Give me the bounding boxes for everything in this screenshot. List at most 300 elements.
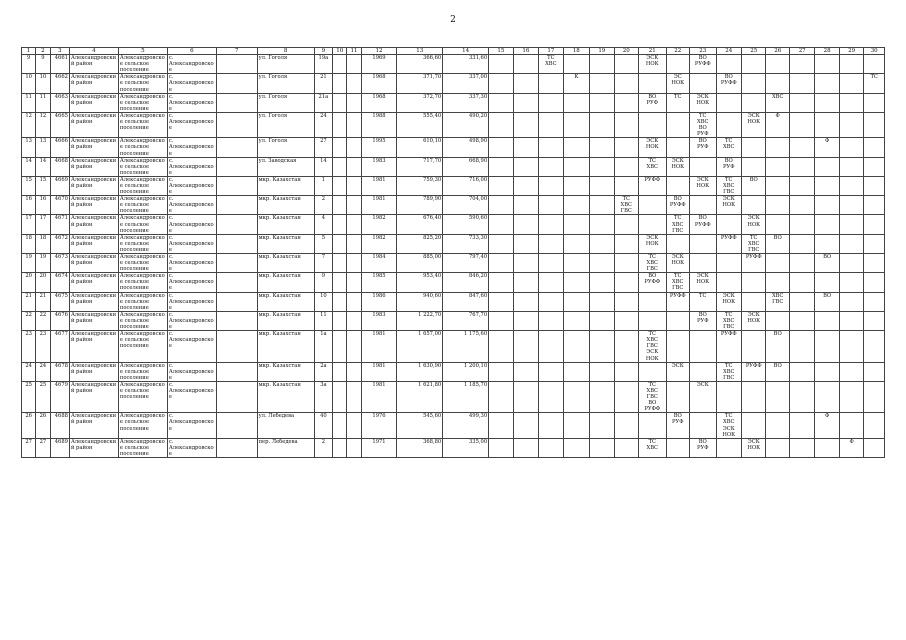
table-cell: [590, 215, 614, 234]
table-cell: [614, 438, 638, 457]
table-cell: 1 200,10: [443, 362, 489, 381]
table-cell: [513, 273, 539, 292]
table-cell: Ф: [815, 413, 839, 438]
table-cell: [789, 215, 815, 234]
table-cell: 4679: [50, 381, 69, 412]
table-cell: [513, 381, 539, 412]
table-cell: ТС ХВС ЭСК НОК: [716, 413, 742, 438]
table-cell: [864, 381, 885, 412]
table-cell: Александровское сельское поселение: [118, 273, 167, 292]
table-cell: Александровское сельское поселение: [118, 55, 167, 74]
table-cell: [815, 311, 839, 330]
table-cell: ВО: [815, 292, 839, 311]
table-cell: ВО РУФ: [690, 311, 717, 330]
table-row: [22, 381, 885, 412]
table-row: [22, 138, 885, 157]
table-cell: 1 175,60: [443, 331, 489, 362]
table-row: [22, 311, 885, 330]
table-cell: [815, 215, 839, 234]
table-cell: Александровский район: [69, 292, 118, 311]
table-cell: 885,00: [397, 254, 443, 273]
table-cell: [815, 273, 839, 292]
table-cell: [864, 292, 885, 311]
table-cell: 3а: [314, 381, 332, 412]
table-cell: [639, 196, 667, 215]
table-cell: ЭСК: [666, 362, 689, 381]
table-cell: 22: [36, 311, 50, 330]
table-cell: Александровский район: [69, 138, 118, 157]
table-cell: ТС ХВС ГВС: [639, 254, 667, 273]
table-cell: ВО РУФФ: [666, 196, 689, 215]
table-cell: 499,30: [443, 413, 489, 438]
header-cell: 17: [539, 48, 563, 55]
table-cell: [513, 196, 539, 215]
table-cell: ЭСК НОК: [639, 138, 667, 157]
header-cell: 9: [314, 48, 332, 55]
table-cell: [766, 273, 789, 292]
table-cell: [489, 157, 513, 176]
table-row: [22, 234, 885, 253]
table-cell: [839, 93, 863, 112]
table-cell: [839, 273, 863, 292]
table-cell: [563, 254, 590, 273]
table-cell: [789, 196, 815, 215]
table-row: [22, 254, 885, 273]
table-cell: [614, 55, 638, 74]
table-cell: [815, 234, 839, 253]
table-cell: 1а: [314, 331, 332, 362]
table-row: [22, 215, 885, 234]
table-cell: [216, 331, 257, 362]
table-cell: 9: [36, 55, 50, 74]
table-cell: мкр. Казахстан: [257, 331, 314, 362]
table-cell: 17: [22, 215, 36, 234]
table-cell: [614, 138, 638, 157]
table-cell: 21а: [314, 93, 332, 112]
table-cell: [539, 112, 563, 137]
table-cell: [216, 254, 257, 273]
table-cell: Александровский район: [69, 381, 118, 412]
table-cell: [347, 438, 361, 457]
header-cell: 23: [690, 48, 717, 55]
table-cell: с. Александровское: [167, 138, 216, 157]
table-cell: [489, 254, 513, 273]
table-cell: [590, 112, 614, 137]
table-cell: [347, 55, 361, 74]
table-cell: Александровский район: [69, 311, 118, 330]
table-cell: [839, 112, 863, 137]
table-cell: [614, 381, 638, 412]
table-cell: 1 657,00: [397, 331, 443, 362]
header-cell: 21: [639, 48, 667, 55]
table-cell: Александровское сельское поселение: [118, 381, 167, 412]
table-cell: Александровский район: [69, 234, 118, 253]
table-cell: с. Александровское: [167, 254, 216, 273]
table-cell: 846,20: [443, 273, 489, 292]
table-cell: 5: [314, 234, 332, 253]
table-cell: 716,00: [443, 176, 489, 195]
table-cell: [333, 381, 347, 412]
table-cell: с. Александровское: [167, 273, 216, 292]
table-cell: [539, 292, 563, 311]
table-cell: [742, 413, 766, 438]
table-cell: 1 621,80: [397, 381, 443, 412]
table-row: [22, 157, 885, 176]
table-cell: 371,70: [397, 74, 443, 93]
table-cell: ВО РУФФ: [690, 55, 717, 74]
table-cell: 1981: [361, 362, 397, 381]
table-cell: [864, 93, 885, 112]
table-cell: мкр. Казахстан: [257, 215, 314, 234]
table-cell: [742, 196, 766, 215]
table-cell: 14: [22, 157, 36, 176]
table-cell: [690, 157, 717, 176]
table-cell: [590, 93, 614, 112]
table-cell: [539, 196, 563, 215]
table-cell: ул. Лебедева: [257, 413, 314, 438]
table-cell: [216, 292, 257, 311]
table-cell: [539, 413, 563, 438]
table-cell: [563, 311, 590, 330]
table-row: [22, 362, 885, 381]
table-cell: [489, 112, 513, 137]
header-cell: 2: [36, 48, 50, 55]
table-cell: [539, 74, 563, 93]
table-cell: [666, 138, 689, 157]
table-cell: 23: [22, 331, 36, 362]
header-cell: 18: [563, 48, 590, 55]
table-cell: [839, 234, 863, 253]
header-cell: 26: [766, 48, 789, 55]
table-cell: [347, 254, 361, 273]
table-cell: [690, 413, 717, 438]
table-cell: Александровское сельское поселение: [118, 331, 167, 362]
table-cell: [742, 157, 766, 176]
table-cell: 1981: [361, 381, 397, 412]
table-cell: [789, 157, 815, 176]
table-cell: Александровский район: [69, 93, 118, 112]
table-cell: 1 630,90: [397, 362, 443, 381]
table-cell: [690, 331, 717, 362]
table-cell: 940,60: [397, 292, 443, 311]
table-cell: [333, 273, 347, 292]
table-cell: [489, 176, 513, 195]
table-cell: [347, 157, 361, 176]
table-cell: ЭСК НОК: [690, 176, 717, 195]
table-cell: 40: [314, 413, 332, 438]
table-cell: [815, 381, 839, 412]
table-cell: [789, 55, 815, 74]
table-cell: ВО РУФФ: [639, 273, 667, 292]
table-cell: [347, 112, 361, 137]
table-cell: [513, 438, 539, 457]
table-cell: 9: [22, 55, 36, 74]
table-cell: [716, 438, 742, 457]
table-cell: 1988: [361, 112, 397, 137]
table-cell: [539, 331, 563, 362]
table-cell: [347, 311, 361, 330]
table-cell: [864, 112, 885, 137]
table-cell: [639, 311, 667, 330]
table-row: [22, 55, 885, 74]
table-cell: [489, 362, 513, 381]
header-cell: 24: [716, 48, 742, 55]
table-cell: [347, 93, 361, 112]
table-cell: [347, 74, 361, 93]
table-cell: [539, 254, 563, 273]
header-cell: 6: [167, 48, 216, 55]
table-cell: [563, 176, 590, 195]
table-cell: [333, 112, 347, 137]
table-cell: 1968: [361, 74, 397, 93]
table-cell: [539, 381, 563, 412]
table-cell: РУФФ: [742, 362, 766, 381]
table-cell: [766, 381, 789, 412]
table-cell: [539, 234, 563, 253]
table-cell: с. Александровское: [167, 362, 216, 381]
table-row: [22, 112, 885, 137]
table-cell: РУФФ: [716, 331, 742, 362]
table-cell: [333, 157, 347, 176]
table-cell: 555,40: [397, 112, 443, 137]
table-cell: [539, 215, 563, 234]
header-cell: 13: [397, 48, 443, 55]
table-cell: 545,60: [397, 413, 443, 438]
table-cell: 4662: [50, 74, 69, 93]
table-cell: [563, 234, 590, 253]
table-cell: [590, 254, 614, 273]
table-cell: ТС ХВС ГВС ВО РУФФ: [639, 381, 667, 412]
table-cell: [333, 55, 347, 74]
header-cell: 12: [361, 48, 397, 55]
table-cell: 733,30: [443, 234, 489, 253]
table-cell: [590, 331, 614, 362]
table-cell: [839, 157, 863, 176]
table-cell: [766, 176, 789, 195]
table-cell: [690, 254, 717, 273]
header-cell: 28: [815, 48, 839, 55]
header-cell: 14: [443, 48, 489, 55]
table-cell: [789, 176, 815, 195]
table-cell: [864, 176, 885, 195]
table-cell: Александровское сельское поселение: [118, 215, 167, 234]
table-cell: [590, 413, 614, 438]
table-cell: [614, 74, 638, 93]
table-cell: ВО РУФ: [690, 138, 717, 157]
table-cell: [590, 74, 614, 93]
table-cell: 24: [314, 112, 332, 137]
table-cell: ЭСК НОК: [742, 311, 766, 330]
table-cell: [690, 362, 717, 381]
table-cell: пер. Лебедева: [257, 438, 314, 457]
table-cell: 26: [22, 413, 36, 438]
table-cell: ТС ХВС ГВС: [716, 362, 742, 381]
table-cell: [666, 112, 689, 137]
table-cell: 24: [22, 362, 36, 381]
table-cell: 1969: [361, 55, 397, 74]
table-cell: [864, 157, 885, 176]
table-cell: [563, 93, 590, 112]
table-cell: [864, 413, 885, 438]
table-cell: 4688: [50, 413, 69, 438]
table-cell: [216, 311, 257, 330]
table-cell: Александровское сельское поселение: [118, 112, 167, 137]
table-cell: [839, 413, 863, 438]
table-cell: [489, 196, 513, 215]
table-cell: с. Александровское: [167, 413, 216, 438]
table-cell: [614, 413, 638, 438]
table-cell: ВО РУФ: [666, 413, 689, 438]
table-cell: Александровское сельское поселение: [118, 292, 167, 311]
table-cell: [489, 273, 513, 292]
table-cell: [864, 438, 885, 457]
table-cell: [563, 413, 590, 438]
table-cell: [489, 311, 513, 330]
table-row: [22, 331, 885, 362]
header-cell: 8: [257, 48, 314, 55]
table-cell: [815, 176, 839, 195]
table-cell: [590, 438, 614, 457]
table-row: [22, 413, 885, 438]
table-cell: 25: [22, 381, 36, 412]
table-cell: [513, 215, 539, 234]
table-cell: 331,60: [443, 55, 489, 74]
table-cell: [666, 381, 689, 412]
table-cell: с. Александровское: [167, 331, 216, 362]
table-cell: [347, 234, 361, 253]
table-cell: [563, 55, 590, 74]
table-cell: ВО РУФФ: [716, 74, 742, 93]
table-cell: [216, 362, 257, 381]
table-cell: 1983: [361, 311, 397, 330]
table-cell: [216, 234, 257, 253]
table-cell: [789, 93, 815, 112]
header-cell: 19: [590, 48, 614, 55]
table-cell: 19: [22, 254, 36, 273]
header-cell: 1: [22, 48, 36, 55]
table-cell: 4674: [50, 273, 69, 292]
table-cell: [614, 292, 638, 311]
table-cell: 2: [314, 196, 332, 215]
table-cell: [513, 331, 539, 362]
table-cell: [563, 112, 590, 137]
table-cell: 4663: [50, 93, 69, 112]
table-cell: Александровский район: [69, 112, 118, 137]
table-cell: 24: [36, 362, 50, 381]
table-cell: [563, 438, 590, 457]
page-number: 2: [450, 15, 456, 25]
table-cell: Александровский район: [69, 413, 118, 438]
table-cell: [716, 55, 742, 74]
table-cell: 759,30: [397, 176, 443, 195]
table-cell: [766, 157, 789, 176]
table-cell: [864, 273, 885, 292]
table-cell: 16: [36, 196, 50, 215]
table-cell: [563, 215, 590, 234]
table-cell: [864, 55, 885, 74]
table-cell: Александровский район: [69, 176, 118, 195]
table-cell: мкр. Казахстан: [257, 311, 314, 330]
table-cell: [864, 138, 885, 157]
table-cell: [614, 331, 638, 362]
table-cell: [489, 413, 513, 438]
table-cell: Александровское сельское поселение: [118, 438, 167, 457]
table-cell: ТС ХВС ГВС: [716, 176, 742, 195]
table-cell: [666, 55, 689, 74]
table-cell: 4665: [50, 112, 69, 137]
table-cell: с. Александровское: [167, 292, 216, 311]
table-cell: [864, 196, 885, 215]
table-cell: [614, 362, 638, 381]
table-cell: РУФФ: [742, 254, 766, 273]
table-cell: ул. Гоголя: [257, 138, 314, 157]
table-cell: 16: [22, 196, 36, 215]
table-cell: 7: [314, 254, 332, 273]
table-cell: [839, 292, 863, 311]
table-cell: [539, 273, 563, 292]
table-cell: [513, 157, 539, 176]
table-cell: [216, 215, 257, 234]
table-cell: [789, 331, 815, 362]
table-cell: 18: [36, 234, 50, 253]
header-cell: 22: [666, 48, 689, 55]
table-cell: ВО: [815, 254, 839, 273]
table-cell: 18: [22, 234, 36, 253]
table-cell: с. Александровское: [167, 311, 216, 330]
table-cell: ТС ХВС: [716, 138, 742, 157]
table-cell: [789, 311, 815, 330]
table-cell: 21: [36, 292, 50, 311]
table-cell: Ф: [766, 112, 789, 137]
table-cell: Ф: [839, 438, 863, 457]
table-cell: [513, 362, 539, 381]
table-cell: [563, 157, 590, 176]
table-cell: [216, 381, 257, 412]
table-cell: 4677: [50, 331, 69, 362]
table-cell: [864, 311, 885, 330]
table-cell: [815, 112, 839, 137]
table-cell: [489, 292, 513, 311]
table-cell: [489, 138, 513, 157]
header-cell: 3: [50, 48, 69, 55]
table-cell: 27: [314, 138, 332, 157]
table-cell: [347, 331, 361, 362]
table-cell: 668,90: [443, 157, 489, 176]
table-cell: [590, 138, 614, 157]
table-cell: [333, 292, 347, 311]
table-cell: ТС: [690, 292, 717, 311]
table-cell: [839, 55, 863, 74]
table-cell: [864, 254, 885, 273]
table-cell: ТС ХВС ГВС: [742, 234, 766, 253]
table-cell: Александровское сельское поселение: [118, 362, 167, 381]
table-cell: [333, 311, 347, 330]
table-cell: [716, 93, 742, 112]
table-cell: [614, 157, 638, 176]
table-cell: [513, 138, 539, 157]
table-cell: [614, 273, 638, 292]
table-cell: [766, 215, 789, 234]
table-cell: 10: [314, 292, 332, 311]
table-cell: [666, 234, 689, 253]
table-cell: 22: [22, 311, 36, 330]
table-cell: [742, 138, 766, 157]
table-cell: Александровское сельское поселение: [118, 74, 167, 93]
table-cell: 19а: [314, 55, 332, 74]
table-cell: Александровский район: [69, 157, 118, 176]
table-cell: Александровское сельское поселение: [118, 311, 167, 330]
table-cell: [347, 292, 361, 311]
